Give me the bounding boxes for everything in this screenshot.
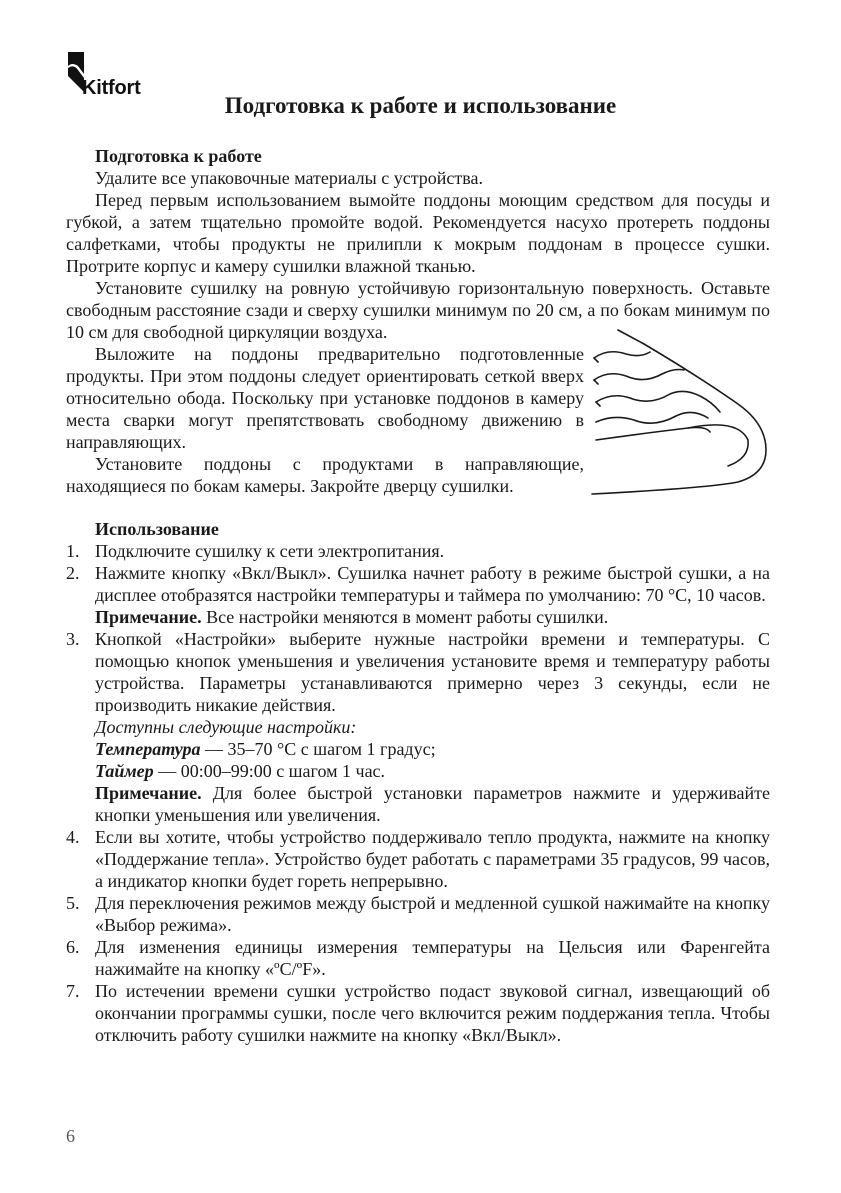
setting-timer-text: — 00:00–99:00 с шагом 1 час. bbox=[153, 761, 386, 781]
list-item-number: 7. bbox=[66, 981, 80, 1001]
list-item bbox=[66, 892, 770, 936]
list-item bbox=[66, 540, 770, 562]
list-item-text: Для изменения единицы измерения температуры на Цельсия или Фаренгейта нажимайте на кнопку «ºС/ºF». bbox=[95, 937, 770, 979]
tray-illustration bbox=[588, 328, 778, 500]
list-item-number: 6. bbox=[66, 937, 80, 957]
setting-timer bbox=[95, 760, 770, 782]
setting-timer-label: Таймер bbox=[95, 761, 154, 781]
page-number: 6 bbox=[66, 1126, 75, 1146]
preparation-section bbox=[66, 145, 770, 343]
note-label: Примечание. bbox=[95, 607, 202, 627]
list-item-text: Для переключения режимов между быстрой и медленной сушкой нажимайте на кнопку «Выбор режима». bbox=[95, 893, 770, 935]
preparation-paragraph: Перед первым использованием вымойте поддоны моющим средством для посуды и губкой, а затем тщательно промойте водой. Рекомендуется насухо протереть поддоны салфетками, чтобы продукты не прилипли к мокрым поддонам в процессе сушки. Протрите корпус и камеру сушилки влажной тканью. bbox=[66, 190, 770, 276]
list-item bbox=[66, 936, 770, 980]
note-text: Для более быстрой установки параметров нажмите и удерживайте кнопки уменьшения или увеличения. bbox=[95, 783, 770, 825]
note-label: Примечание. bbox=[95, 783, 202, 803]
preparation-paragraph: Установите сушилку на ровную устойчивую горизонтальную поверхность. Оставьте свободным расстояние сзади и сверху сушилки минимум по 20 см, а по бокам минимум по 10 см для свободной циркуляции воздуха. bbox=[66, 278, 770, 342]
preparation-section-narrow bbox=[66, 343, 584, 497]
list-item-text: По истечении времени сушки устройство подаст звуковой сигнал, извещающий об окончании программы сушки, после чего включится режим поддержания тепла. Чтобы отключить работу сушилки нажмите на кнопку «Вкл/Выкл». bbox=[95, 981, 770, 1045]
list-item bbox=[66, 826, 770, 892]
setting-temperature-text: — 35–70 °С с шагом 1 градус; bbox=[200, 739, 436, 759]
list-item-text: Нажмите кнопку «Вкл/Выкл». Сушилка начнет работу в режиме быстрой сушки, а на дисплее отобразятся настройки температуры и таймера по умолчанию: 70 °С, 10 часов. bbox=[95, 563, 770, 605]
settings-intro-text: Доступны следующие настройки: bbox=[95, 717, 357, 737]
list-item-text: Кнопкой «Настройки» выберите нужные настройки времени и температуры. С помощью кнопок уменьшения и увеличения установите время и температуру работы устройства. Параметры устанавливаются примерно через 3 секунды, если не производить никакие действия. bbox=[95, 629, 770, 715]
usage-heading: Использование bbox=[95, 519, 219, 539]
preparation-paragraph: Удалите все упаковочные материалы с устройства. bbox=[95, 168, 484, 188]
brand-name: Kitfort bbox=[82, 77, 141, 99]
list-item-number: 4. bbox=[66, 827, 80, 847]
note bbox=[95, 782, 770, 826]
usage-section bbox=[66, 518, 770, 1046]
list-item bbox=[66, 980, 770, 1046]
list-item bbox=[66, 628, 770, 826]
preparation-heading: Подготовка к работе bbox=[95, 146, 262, 166]
settings-intro bbox=[95, 716, 770, 738]
preparation-paragraph: Выложите на поддоны предварительно подготовленные продукты. При этом поддоны следует ориентировать сеткой вверх относительно обода. Поскольку при установке поддонов в камеру места сварки могут препятствовать свободному движению в направляющих. bbox=[66, 344, 584, 452]
list-item-number: 1. bbox=[66, 541, 80, 561]
page-title: Подготовка к работе и использование bbox=[224, 93, 617, 118]
list-item-text: Если вы хотите, чтобы устройство поддерживало тепло продукта, нажмите на кнопку «Поддержание тепла». Устройство будет работать с параметрами 35 градусов, 99 часов, а индикатор кнопки будет гореть непрерывно. bbox=[95, 827, 770, 891]
list-item bbox=[66, 562, 770, 628]
list-item-number: 5. bbox=[66, 893, 80, 913]
list-item-number: 3. bbox=[66, 629, 80, 649]
note bbox=[95, 606, 770, 628]
setting-temperature-label: Температура bbox=[95, 739, 201, 759]
list-item-number: 2. bbox=[66, 563, 80, 583]
note-text: Все настройки меняются в момент работы сушилки. bbox=[201, 607, 609, 627]
setting-temperature bbox=[95, 738, 770, 760]
list-item-text: Подключите сушилку к сети электропитания. bbox=[95, 541, 445, 561]
preparation-paragraph: Установите поддоны с продуктами в направляющие, находящиеся по бокам камеры. Закройте дверцу сушилки. bbox=[66, 454, 584, 496]
